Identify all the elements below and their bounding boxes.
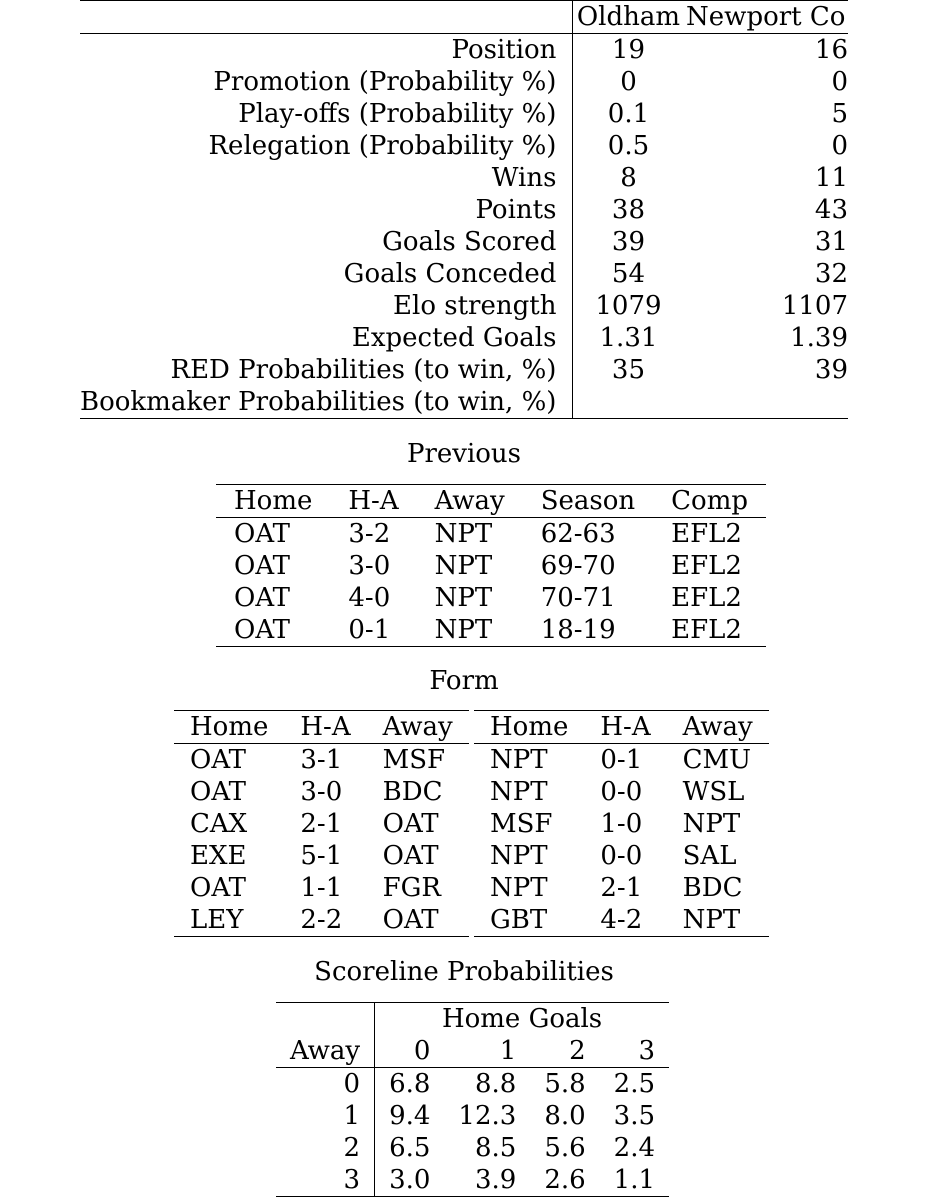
scoreline-prob-cell: 2.4 <box>613 1133 656 1163</box>
stat-label: Position <box>451 35 557 65</box>
stat-label: Goals Scored <box>382 227 557 257</box>
form-cell: 1-1 <box>300 873 343 903</box>
scoreline-prob-cell: 6.5 <box>375 1132 445 1164</box>
scoreline-row <box>276 1164 669 1197</box>
form-cell: OAT <box>190 873 247 903</box>
stat-label: Promotion (Probability %) <box>213 67 557 97</box>
team2-value: 32 <box>814 259 848 289</box>
team2-value: 11 <box>814 163 848 193</box>
stats-row <box>80 386 848 419</box>
scoreline-prob-cell: 1.1 <box>613 1165 656 1195</box>
scoreline-prob-cell: 6.8 <box>375 1068 445 1101</box>
team2-value: 5 <box>831 99 848 129</box>
stats-row <box>80 130 848 162</box>
form-col-header: Home <box>174 711 284 744</box>
previous-cell: EFL2 <box>671 615 742 645</box>
previous-cell: 18-19 <box>540 615 616 645</box>
team1-value: 19 <box>573 34 684 67</box>
scoreline-row <box>276 1068 669 1101</box>
stats-row <box>80 34 848 67</box>
team1-value: 54 <box>573 258 684 290</box>
form-col-header: H-A <box>284 711 366 744</box>
previous-cell: 69-70 <box>540 551 616 581</box>
away-goals-label: 3 <box>343 1165 361 1195</box>
form-cell: OAT <box>190 777 247 807</box>
form-cell: EXE <box>190 841 247 871</box>
form-cell: 3-1 <box>300 745 343 775</box>
form-cell: SAL <box>682 841 737 871</box>
stat-label: RED Probabilities (to win, %) <box>170 355 557 385</box>
stats-row <box>80 290 848 322</box>
previous-row <box>216 582 766 614</box>
form-cell: 2-2 <box>300 905 343 935</box>
team1-value <box>573 386 684 419</box>
team2-header: Newport Co <box>683 1 848 34</box>
form-row <box>474 808 769 840</box>
previous-cell: EFL2 <box>671 583 742 613</box>
form-cell: NPT <box>490 841 548 871</box>
form-row <box>474 872 769 904</box>
scoreline-probabilities-table <box>276 1002 669 1197</box>
form-cell: 0-0 <box>600 841 643 871</box>
scoreline-header-row-2 <box>276 1035 669 1068</box>
previous-cell: 3-2 <box>348 519 391 549</box>
form-row <box>174 904 469 937</box>
previous-cell: OAT <box>234 583 291 613</box>
previous-caption: Previous <box>406 439 522 469</box>
previous-cell: 62-63 <box>540 519 616 549</box>
form-row <box>474 776 769 808</box>
away-goals-label: 1 <box>343 1101 361 1131</box>
team2-value: 0 <box>831 67 848 97</box>
home-goals-label: Home Goals <box>375 1003 669 1036</box>
team2-value: 16 <box>814 35 848 65</box>
scoreline-prob-cell: 8.8 <box>474 1069 517 1099</box>
form-cell: 0-0 <box>600 777 643 807</box>
stats-row <box>80 354 848 386</box>
scoreline-prob-cell: 3.0 <box>375 1164 445 1197</box>
home-goals-col-header: 3 <box>600 1035 669 1068</box>
form-cell: GBT <box>490 905 548 935</box>
team1-value: 0.1 <box>573 98 684 130</box>
previous-cell: OAT <box>234 519 291 549</box>
previous-col-header: Season <box>523 485 653 518</box>
form-cell: NPT <box>490 745 548 775</box>
stat-label: Wins <box>491 163 557 193</box>
team2-value <box>683 386 848 419</box>
scoreline-corner-blank <box>276 1003 375 1036</box>
previous-row <box>216 518 766 551</box>
team1-value: 1079 <box>573 290 684 322</box>
away-goals-label: 2 <box>343 1133 361 1163</box>
form-caption: Form <box>429 666 499 696</box>
form-col-header: Away <box>367 711 469 744</box>
team-stats-table <box>80 0 848 419</box>
scoreline-row <box>276 1100 669 1132</box>
stat-label: Points <box>475 195 557 225</box>
form-cell: OAT <box>190 745 247 775</box>
scoreline-prob-cell: 8.5 <box>474 1133 517 1163</box>
stats-row <box>80 66 848 98</box>
stats-row <box>80 194 848 226</box>
scoreline-prob-cell: 3.9 <box>474 1165 517 1195</box>
scoreline-row <box>276 1132 669 1164</box>
scoreline-prob-cell: 5.6 <box>544 1133 586 1163</box>
form-right-header-row <box>474 711 769 744</box>
stats-row <box>80 162 848 194</box>
form-table-oldham <box>174 710 469 937</box>
form-cell: BDC <box>382 777 443 807</box>
home-goals-col-header: 2 <box>530 1035 599 1068</box>
stats-header-row <box>80 1 848 34</box>
previous-header-row <box>216 485 766 518</box>
form-row <box>174 840 469 872</box>
stats-row <box>80 258 848 290</box>
previous-row <box>216 550 766 582</box>
form-left-header-row <box>174 711 469 744</box>
team1-value: 8 <box>573 162 684 194</box>
form-cell: NPT <box>490 873 548 903</box>
previous-cell: OAT <box>234 615 291 645</box>
previous-cell: NPT <box>434 551 493 581</box>
previous-meetings-table <box>216 484 766 647</box>
previous-cell: 3-0 <box>348 551 391 581</box>
form-row <box>174 872 469 904</box>
home-goals-col-header: 0 <box>375 1035 445 1068</box>
away-goals-label: 0 <box>343 1069 361 1099</box>
team2-value: 43 <box>814 195 848 225</box>
form-cell: WSL <box>682 777 745 807</box>
form-cell: 2-1 <box>600 873 643 903</box>
stat-label: Expected Goals <box>351 323 557 353</box>
stat-label: Play-offs (Probability %) <box>238 99 557 129</box>
form-col-header: Home <box>474 711 584 744</box>
form-cell: 2-1 <box>300 809 343 839</box>
form-row <box>474 744 769 777</box>
scoreline-prob-cell: 2.5 <box>613 1069 656 1099</box>
form-cell: CMU <box>682 745 752 775</box>
form-row <box>474 840 769 872</box>
stat-label: Relegation (Probability %) <box>208 131 557 161</box>
form-table-newport <box>474 710 769 937</box>
team1-value: 39 <box>573 226 684 258</box>
form-cell: BDC <box>682 873 743 903</box>
team1-value: 1.31 <box>573 322 684 354</box>
previous-cell: EFL2 <box>671 551 742 581</box>
team1-value: 38 <box>573 194 684 226</box>
team1-value: 35 <box>573 354 684 386</box>
form-cell: MSF <box>490 809 553 839</box>
form-row <box>174 744 469 777</box>
previous-row <box>216 614 766 647</box>
form-cell: 4-2 <box>600 905 643 935</box>
team2-value: 39 <box>814 355 848 385</box>
form-row <box>174 808 469 840</box>
previous-cell: OAT <box>234 551 291 581</box>
form-cell: OAT <box>382 905 439 935</box>
scoreline-caption: Scoreline Probabilities <box>314 957 614 987</box>
previous-cell: EFL2 <box>671 519 742 549</box>
scoreline-prob-cell: 8.0 <box>544 1101 586 1131</box>
stat-label: Goals Conceded <box>343 259 557 289</box>
stat-label: Bookmaker Probabilities (to win, %) <box>80 387 557 417</box>
previous-col-header: H-A <box>330 485 416 518</box>
previous-cell: 70-71 <box>540 583 616 613</box>
home-goals-col-header: 1 <box>444 1035 530 1068</box>
scoreline-prob-cell: 12.3 <box>458 1101 517 1131</box>
stat-label: Elo strength <box>393 291 557 321</box>
scoreline-header-row-1 <box>276 1003 669 1036</box>
form-cell: CAX <box>190 809 248 839</box>
previous-cell: NPT <box>434 615 493 645</box>
form-cell: 1-0 <box>600 809 643 839</box>
form-cell: 0-1 <box>600 745 643 775</box>
form-cell: NPT <box>682 809 741 839</box>
previous-col-header: Home <box>216 485 330 518</box>
previous-cell: NPT <box>434 519 493 549</box>
team2-value: 0 <box>831 131 848 161</box>
team2-value: 1.39 <box>790 323 848 353</box>
form-col-header: H-A <box>584 711 666 744</box>
away-label: Away <box>276 1035 375 1068</box>
previous-col-header: Comp <box>653 485 766 518</box>
previous-cell: 0-1 <box>348 615 391 645</box>
form-cell: 3-0 <box>300 777 343 807</box>
team1-header: Oldham <box>573 1 684 34</box>
form-row <box>474 904 769 937</box>
form-cell: MSF <box>382 745 446 775</box>
stats-row <box>80 98 848 130</box>
team1-value: 0 <box>573 66 684 98</box>
team2-value: 1107 <box>781 291 848 321</box>
stats-row <box>80 226 848 258</box>
scoreline-prob-cell: 3.5 <box>613 1101 656 1131</box>
scoreline-prob-cell: 5.8 <box>544 1069 586 1099</box>
form-cell: 5-1 <box>300 841 343 871</box>
form-cell: NPT <box>682 905 741 935</box>
stats-header-blank <box>80 1 573 34</box>
scoreline-prob-cell: 9.4 <box>375 1100 445 1132</box>
scoreline-prob-cell: 2.6 <box>544 1165 586 1195</box>
form-col-header: Away <box>667 711 769 744</box>
stats-row <box>80 322 848 354</box>
team1-value: 0.5 <box>573 130 684 162</box>
form-cell: LEY <box>190 905 244 935</box>
previous-cell: 4-0 <box>348 583 391 613</box>
previous-cell: NPT <box>434 583 493 613</box>
form-cell: OAT <box>382 841 439 871</box>
form-cell: NPT <box>490 777 548 807</box>
form-cell: FGR <box>382 873 442 903</box>
form-row <box>174 776 469 808</box>
team2-value: 31 <box>814 227 848 257</box>
form-cell: OAT <box>382 809 439 839</box>
previous-col-header: Away <box>417 485 523 518</box>
